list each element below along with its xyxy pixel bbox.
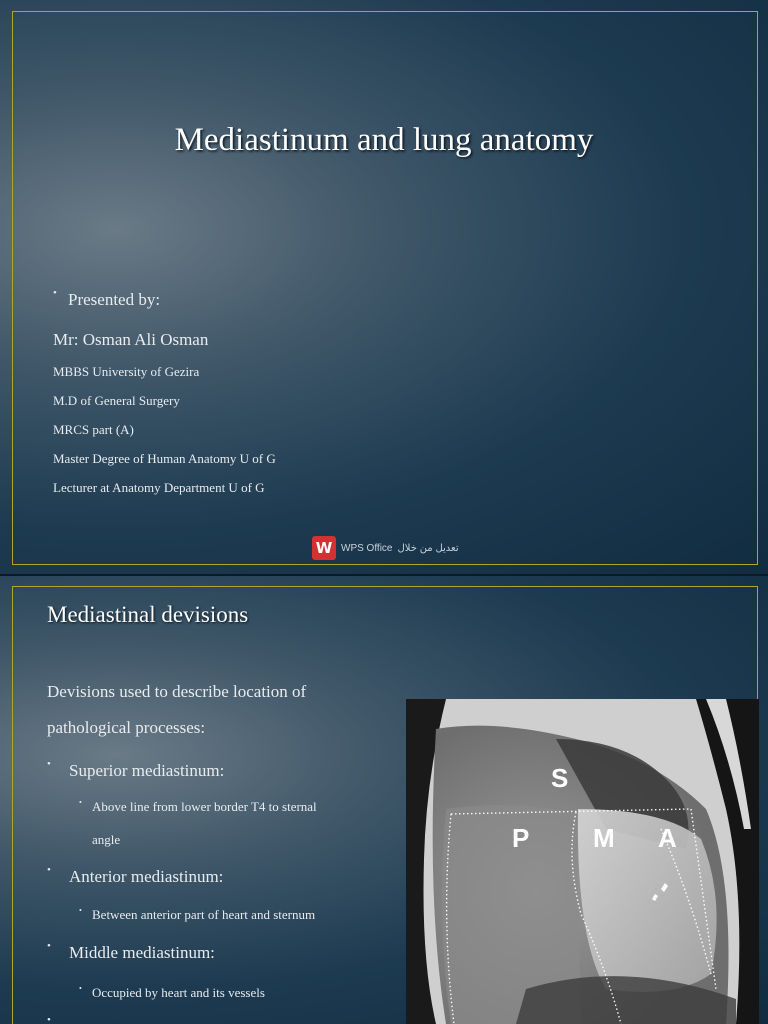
slide-title: Mediastinal devisions xyxy=(47,602,249,627)
label-superior: S xyxy=(551,763,569,793)
presenter-name: Mr: Osman Ali Osman xyxy=(53,330,209,349)
sub-bullet-superior: Above line from lower border T4 to sternal xyxy=(92,799,317,814)
sub-bullet-anterior: Between anterior part of heart and sternum xyxy=(92,907,316,922)
wps-brand: WPS Office xyxy=(341,542,393,554)
wps-watermark[interactable] xyxy=(312,536,459,560)
bullet-dot: • xyxy=(47,758,51,770)
content-slide xyxy=(0,576,768,1024)
label-posterior: P xyxy=(512,823,530,853)
sub-bullet-dot: • xyxy=(79,906,82,915)
wps-logo-icon: W xyxy=(312,536,336,560)
label-middle: M xyxy=(593,823,615,853)
bullet-middle: Middle mediastinum: xyxy=(69,943,215,962)
chest-xray-image xyxy=(406,699,759,1024)
wps-arabic: تعديل من خلال xyxy=(397,542,459,554)
presented-by: Presented by: xyxy=(68,290,161,309)
credential-line: MRCS part (A) xyxy=(53,422,134,437)
intro-text: pathological processes: xyxy=(47,718,206,737)
sub-bullet-dot: • xyxy=(79,798,82,807)
bullet-dot: • xyxy=(47,940,51,952)
slide-title: Mediastinum and lung anatomy xyxy=(174,122,594,158)
credential-line: MBBS University of Gezira xyxy=(53,364,200,379)
bullet-dot: • xyxy=(47,864,51,876)
credential-line: Lecturer at Anatomy Department U of G xyxy=(53,480,265,495)
credential-line: M.D of General Surgery xyxy=(53,393,180,408)
sub-bullet-dot: • xyxy=(79,984,82,993)
sub-bullet-superior-cont: angle xyxy=(92,832,121,847)
bullet-anterior: Anterior mediastinum: xyxy=(69,867,224,886)
bullet-dot: • xyxy=(47,1014,51,1024)
label-anterior: A xyxy=(658,823,677,853)
credential-line: Master Degree of Human Anatomy U of G xyxy=(53,451,276,466)
bullet-dot: • xyxy=(53,287,57,299)
bullet-superior: Superior mediastinum: xyxy=(69,761,225,780)
sub-bullet-middle: Occupied by heart and its vessels xyxy=(92,985,265,1000)
intro-text: Devisions used to describe location of xyxy=(47,682,307,701)
